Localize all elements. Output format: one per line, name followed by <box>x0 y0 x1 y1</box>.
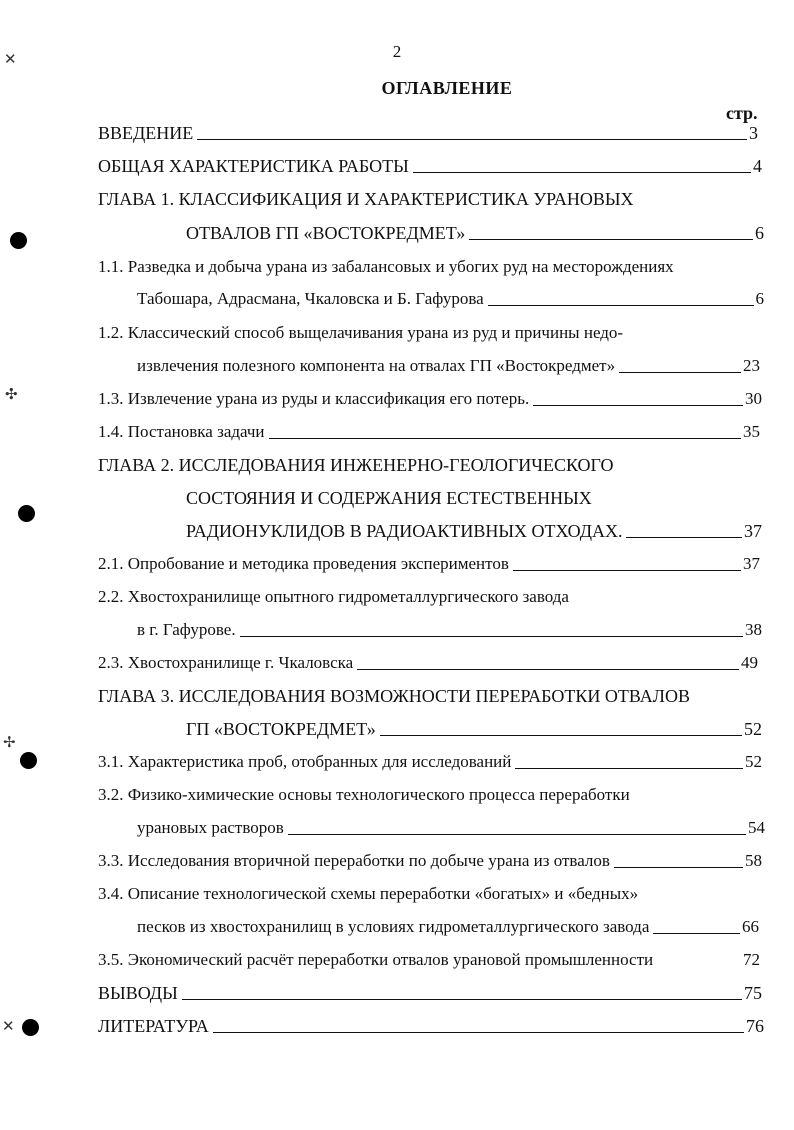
entry-page: 23 <box>743 356 760 375</box>
toc-entry-3-2-line1 <box>98 782 630 806</box>
toc-entry-1-3 <box>98 386 762 410</box>
leader-line <box>469 239 753 240</box>
punch-hole-mark <box>20 752 37 769</box>
entry-text: ЛИТЕРАТУРА <box>98 1016 209 1036</box>
toc-entry-3-4 <box>137 914 759 938</box>
entry-page: 52 <box>744 719 762 739</box>
entry-page: 49 <box>741 653 758 672</box>
entry-page: 75 <box>744 983 762 1003</box>
entry-page: 4 <box>753 156 762 176</box>
entry-text: 3.2. Физико-химические основы технологического процесса переработки <box>98 785 630 804</box>
scan-speck: ✕ <box>2 1017 15 1035</box>
toc-entry-introduction <box>98 120 758 144</box>
toc-entry-chapter-3 <box>186 716 762 740</box>
entry-page: 3 <box>749 123 758 143</box>
leader-line <box>288 834 746 835</box>
entry-text: 1.1. Разведка и добыча урана из забалансовых и убогих руд на месторождениях <box>98 257 674 276</box>
toc-entry-1-1 <box>137 286 764 310</box>
entry-text: ВВЕДЕНИЕ <box>98 123 194 143</box>
leader-line <box>515 768 743 769</box>
entry-text: 3.3. Исследования вторичной переработки по добыче урана из отвалов <box>98 851 610 870</box>
leader-line <box>197 139 747 140</box>
toc-entry-chapter-2 <box>186 518 762 542</box>
entry-page: 58 <box>745 851 762 870</box>
toc-entry-2-1 <box>98 551 760 575</box>
leader-line <box>240 636 743 637</box>
toc-entry-3-4-line1 <box>98 881 638 905</box>
leader-line <box>533 405 743 406</box>
entry-page: 37 <box>744 521 762 541</box>
entry-text: 1.3. Извлечение урана из руды и классификация его потерь. <box>98 389 530 408</box>
toc-entry-chapter-1-line1 <box>98 186 634 210</box>
entry-text-cont: ГП «ВОСТОКРЕДМЕТ» <box>186 719 376 739</box>
entry-text: 1.2. Классический способ выщелачивания урана из руд и причины недо- <box>98 323 624 342</box>
entry-text-cont: ОТВАЛОВ ГП «ВОСТОКРЕДМЕТ» <box>186 223 466 243</box>
entry-page: 30 <box>745 389 762 408</box>
entry-text: 1.4. Постановка задачи <box>98 422 265 441</box>
entry-page: 72 <box>743 950 760 969</box>
entry-text-cont: урановых растворов <box>137 818 284 837</box>
entry-page: 38 <box>745 620 762 639</box>
entry-page: 54 <box>748 818 765 837</box>
punch-hole-mark <box>18 505 35 522</box>
toc-entry-3-2 <box>137 815 765 839</box>
leader-line <box>357 669 739 670</box>
entry-page: 35 <box>743 422 760 441</box>
entry-page: 37 <box>743 554 760 573</box>
leader-line <box>513 570 741 571</box>
entry-text: 3.4. Описание технологической схемы переработки «богатых» и «бедных» <box>98 884 639 903</box>
leader-line <box>413 172 751 173</box>
punch-hole-mark <box>10 232 27 249</box>
leader-line <box>614 867 743 868</box>
toc-entry-references <box>98 1013 764 1037</box>
toc-entry-3-5 <box>98 947 760 971</box>
leader-line <box>380 735 742 736</box>
leader-line <box>619 372 741 373</box>
toc-entry-chapter-2-line2 <box>186 485 592 509</box>
toc-entry-chapter-3-line1 <box>98 683 690 707</box>
entry-text: ГЛАВА 3. ИССЛЕДОВАНИЯ ВОЗМОЖНОСТИ ПЕРЕРАБОТКИ ОТВАЛОВ <box>98 686 690 706</box>
entry-page: 76 <box>746 1016 764 1036</box>
toc-entry-2-2 <box>137 617 762 641</box>
entry-text: 3.1. Характеристика проб, отобранных для исследований <box>98 752 512 771</box>
entry-text: ГЛАВА 2. ИССЛЕДОВАНИЯ ИНЖЕНЕРНО-ГЕОЛОГИЧЕСКОГО <box>98 455 614 475</box>
entry-text-cont: извлечения полезного компонента на отвалах ГП «Востокредмет» <box>137 356 616 375</box>
entry-text-cont: РАДИОНУКЛИДОВ В РАДИОАКТИВНЫХ ОТХОДАХ. <box>186 521 623 541</box>
entry-text-cont: в г. Гафурове. <box>137 620 236 639</box>
entry-page: 6 <box>755 223 764 243</box>
entry-text: 2.1. Опробование и методика проведения экспериментов <box>98 554 509 573</box>
leader-line <box>653 933 740 934</box>
toc-title: ОГЛАВЛЕНИЕ <box>381 78 513 98</box>
toc-entry-general <box>98 153 762 177</box>
entry-text-cont: Табошара, Адрасмана, Чкаловска и Б. Гафурова <box>137 289 484 308</box>
punch-hole-mark <box>22 1019 39 1036</box>
entry-page: 52 <box>745 752 762 771</box>
toc-entry-1-2 <box>137 353 760 377</box>
entry-text-cont: СОСТОЯНИЯ И СОДЕРЖАНИЯ ЕСТЕСТВЕННЫХ <box>186 488 592 508</box>
toc-entry-2-2-line1 <box>98 584 569 608</box>
leader-line <box>182 999 742 1000</box>
entry-page: 6 <box>755 289 764 308</box>
toc-entry-2-3 <box>98 650 758 674</box>
scan-speck: ✕ <box>4 50 17 68</box>
leader-line <box>626 537 742 538</box>
entry-text: 3.5. Экономический расчёт переработки отвалов урановой промышленности <box>98 950 654 969</box>
entry-text-cont: песков из хвостохранилищ в условиях гидрометаллургического завода <box>137 917 650 936</box>
entry-text: 2.3. Хвостохранилище г. Чкаловска <box>98 653 354 672</box>
scan-speck: ✣ <box>5 385 18 403</box>
leader-line <box>269 438 741 439</box>
leader-line <box>213 1032 744 1033</box>
entry-text: 2.2. Хвостохранилище опытного гидрометаллургического завода <box>98 587 569 606</box>
leader-line <box>488 305 754 306</box>
entry-text: ОБЩАЯ ХАРАКТЕРИСТИКА РАБОТЫ <box>98 156 409 176</box>
toc-entry-conclusions <box>98 980 762 1004</box>
entry-text: ВЫВОДЫ <box>98 983 178 1003</box>
entry-text: ГЛАВА 1. КЛАССИФИКАЦИЯ И ХАРАКТЕРИСТИКА УРАНОВЫХ <box>98 189 634 209</box>
toc-entry-chapter-1 <box>186 220 764 244</box>
entry-page: 66 <box>742 917 759 936</box>
toc-entry-1-1-line1 <box>98 254 674 278</box>
toc-entry-chapter-2-line1 <box>98 452 614 476</box>
toc-entry-3-3 <box>98 848 762 872</box>
toc-entry-1-2-line1 <box>98 320 623 344</box>
page-column-label: стр. <box>726 103 758 123</box>
toc-entry-1-4 <box>98 419 760 443</box>
toc-entry-3-1 <box>98 749 762 773</box>
page-number: 2 <box>392 42 402 61</box>
scan-speck: ✢ <box>3 733 16 751</box>
